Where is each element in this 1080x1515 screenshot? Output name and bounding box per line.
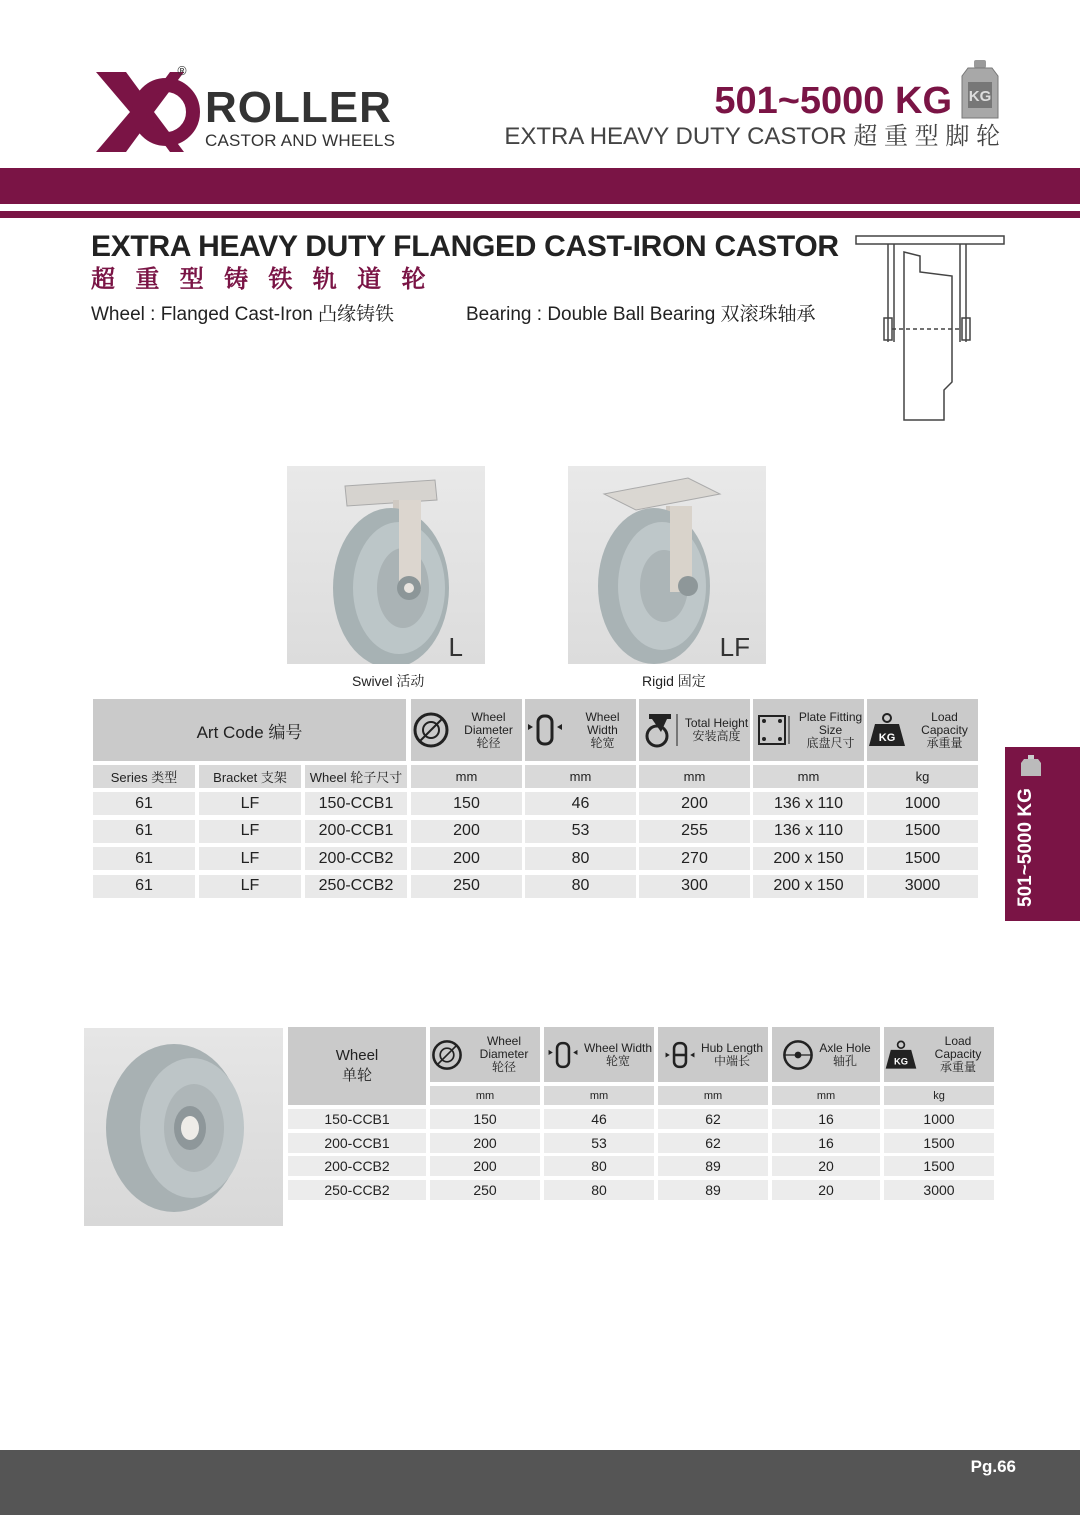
- table-cell: 200: [639, 792, 750, 815]
- table-cell: 20: [772, 1180, 880, 1200]
- table-cell: 200 x 150: [753, 875, 864, 898]
- table-cell: LF: [199, 875, 301, 898]
- side-tab: [1005, 747, 1080, 921]
- col-label-en: Load Capacity: [921, 709, 968, 737]
- svg-text:KG: KG: [893, 1055, 909, 1066]
- unit-cell: mm: [544, 1086, 654, 1105]
- table-cell: 1500: [867, 847, 978, 870]
- table-cell: 46: [544, 1109, 654, 1129]
- col-label-cn: 轮径: [491, 1060, 516, 1074]
- hub-length-icon: [663, 1038, 697, 1072]
- table-cell: 20: [772, 1156, 880, 1176]
- col-label-cn: 轮宽: [590, 735, 615, 750]
- product-title: EXTRA HEAVY DUTY FLANGED CAST-IRON CASTOR: [91, 230, 839, 263]
- col-label-en: Load Capacity: [934, 1034, 982, 1061]
- col-label-cn: 轮宽: [605, 1053, 630, 1068]
- table-cell: 61: [93, 820, 195, 843]
- unit-cell: mm: [639, 765, 750, 788]
- col-label-en: Plate Fitting Size: [798, 709, 863, 737]
- table-cell: 200-CCB1: [305, 820, 407, 843]
- table-cell: 200 x 150: [753, 847, 864, 870]
- table-cell: 62: [658, 1133, 768, 1153]
- plate-icon: [753, 710, 793, 750]
- sub-header-series: Series 类型: [93, 765, 195, 788]
- wheel-diameter-icon: [430, 1038, 464, 1072]
- table-cell: LF: [199, 820, 301, 843]
- svg-text:KG: KG: [878, 732, 896, 744]
- col-wheel-diameter: [411, 699, 522, 761]
- table-cell: 200: [430, 1133, 540, 1153]
- table-cell: 255: [639, 820, 750, 843]
- col-hub-length: [658, 1027, 768, 1082]
- col-load-capacity: [884, 1027, 994, 1082]
- unit-cell: mm: [411, 765, 522, 788]
- side-weight-icon: [1019, 755, 1043, 777]
- wheel-width-icon: [525, 710, 565, 750]
- swivel-castor-photo: [287, 466, 485, 664]
- table-cell: 1000: [867, 792, 978, 815]
- col-label-en: Wheel Width: [585, 709, 620, 737]
- wheel-header-en: Wheel: [335, 1047, 379, 1064]
- table-cell: 62: [658, 1109, 768, 1129]
- sub-header-bracket: Bracket 支架: [199, 765, 301, 788]
- col-label-cn: 安装高度: [692, 729, 741, 743]
- table-cell: 250: [430, 1180, 540, 1200]
- table-cell: 89: [658, 1156, 768, 1176]
- brand-tagline: CASTOR AND WHEELS: [205, 131, 396, 150]
- sub-header-wheel: Wheel 轮子尺寸: [305, 765, 407, 788]
- table-cell: 1000: [884, 1109, 994, 1129]
- col-axle-hole: [772, 1027, 880, 1082]
- col-load-capacity: [867, 699, 978, 761]
- swivel-castor-illustration: [287, 466, 485, 664]
- table-cell: 80: [525, 847, 636, 870]
- col-label-cn: 承重量: [926, 735, 963, 750]
- table-cell: 270: [639, 847, 750, 870]
- wheel-illustration: [84, 1028, 283, 1226]
- wheel-width-icon: [546, 1038, 580, 1072]
- wheel-spec: Wheel : Flanged Cast-Iron 凸缘铸铁: [91, 304, 395, 325]
- table-cell: 89: [658, 1180, 768, 1200]
- swivel-caption: Swivel 活动: [352, 673, 425, 689]
- side-tab-label: 501~5000 KG: [1015, 788, 1036, 907]
- table-cell: 250: [411, 875, 522, 898]
- table-cell: 46: [525, 792, 636, 815]
- registered-mark: ®: [176, 64, 188, 78]
- col-label-cn: 承重量: [939, 1060, 976, 1074]
- unit-cell: kg: [884, 1086, 994, 1105]
- axle-hole-icon: [781, 1038, 815, 1072]
- kg-weight-icon: [884, 1038, 918, 1072]
- table-cell: 136 x 110: [753, 792, 864, 815]
- page-number: Pg.66: [970, 1457, 1016, 1476]
- unit-cell: mm: [658, 1086, 768, 1105]
- art-code-header: Art Code 编号: [93, 699, 406, 761]
- table-cell: 250-CCB2: [288, 1180, 426, 1200]
- table-cell: 1500: [867, 820, 978, 843]
- unit-cell: mm: [430, 1086, 540, 1105]
- kg-weight-icon: [867, 710, 907, 750]
- header-band-thin: [0, 211, 1080, 218]
- table-cell: 136 x 110: [753, 820, 864, 843]
- table-cell: 16: [772, 1109, 880, 1129]
- wheel-diameter-icon: [411, 710, 451, 750]
- table-cell: 150-CCB1: [305, 792, 407, 815]
- header-band: [0, 168, 1080, 204]
- table-cell: LF: [199, 792, 301, 815]
- table-cell: 53: [544, 1133, 654, 1153]
- col-label-en: Wheel Width: [583, 1040, 653, 1055]
- col-label-en: Total Height: [684, 716, 749, 730]
- col-label-cn: 轴孔: [832, 1053, 857, 1068]
- wheel-photo: [84, 1028, 283, 1226]
- table-cell: 1500: [884, 1156, 994, 1176]
- table-cell: 200-CCB2: [305, 847, 407, 870]
- table-cell: 80: [525, 875, 636, 898]
- table-cell: 150: [430, 1109, 540, 1129]
- brand-name: ROLLER: [205, 83, 392, 132]
- col-wheel-diameter: [430, 1027, 540, 1082]
- roller-logo-mark: [92, 68, 202, 156]
- table-cell: LF: [199, 847, 301, 870]
- table-cell: 150-CCB1: [288, 1109, 426, 1129]
- bearing-spec: Bearing : Double Ball Bearing 双滚珠轴承: [466, 304, 816, 325]
- table-cell: 200: [411, 820, 522, 843]
- col-label-cn: 中端长: [713, 1053, 750, 1068]
- table-cell: 80: [544, 1156, 654, 1176]
- table-cell: 53: [525, 820, 636, 843]
- load-range-title: 501~5000 KG: [714, 80, 952, 122]
- col-label-en: Hub Length: [700, 1040, 764, 1055]
- wheel-header-cn: 单轮: [341, 1067, 372, 1084]
- table-cell: 16: [772, 1133, 880, 1153]
- unit-cell: mm: [525, 765, 636, 788]
- table-cell: 200: [430, 1156, 540, 1176]
- rigid-tag: LF: [719, 632, 750, 662]
- col-label-en: Wheel Diameter: [479, 1034, 529, 1061]
- col-label-en: Wheel Diameter: [464, 709, 513, 737]
- table-cell: 200-CCB1: [288, 1133, 426, 1153]
- col-total-height: [639, 699, 750, 761]
- rigid-caption: Rigid 固定: [642, 673, 706, 689]
- col-label-cn: 轮径: [476, 735, 501, 750]
- swivel-tag: L: [448, 632, 463, 662]
- unit-cell: mm: [772, 1086, 880, 1105]
- col-wheel-width: [525, 699, 636, 761]
- table-cell: 1500: [884, 1133, 994, 1153]
- unit-cell: mm: [753, 765, 864, 788]
- weight-icon: [958, 58, 1002, 122]
- table-cell: 61: [93, 847, 195, 870]
- castor-technical-drawing: [852, 232, 1008, 424]
- table-cell: 150: [411, 792, 522, 815]
- col-wheel-width: [544, 1027, 654, 1082]
- rigid-castor-illustration: [568, 466, 766, 664]
- col-plate-size: [753, 699, 864, 761]
- page-subtitle: EXTRA HEAVY DUTY CASTOR 超 重 型 脚 轮: [504, 123, 1000, 150]
- product-title-cn: 超 重 型 铸 铁 轨 道 轮: [91, 265, 432, 293]
- table-cell: 3000: [867, 875, 978, 898]
- table-cell: 300: [639, 875, 750, 898]
- weight-icon-label: KG: [968, 88, 992, 105]
- wheel-header: [288, 1027, 426, 1105]
- total-height-icon: [641, 710, 681, 750]
- table-cell: 200: [411, 847, 522, 870]
- footer-bar: [0, 1450, 1080, 1515]
- table-cell: 80: [544, 1180, 654, 1200]
- table-cell: 61: [93, 792, 195, 815]
- table-cell: 61: [93, 875, 195, 898]
- table-cell: 250-CCB2: [305, 875, 407, 898]
- table-cell: 3000: [884, 1180, 994, 1200]
- col-label-en: Axle Hole: [819, 1040, 871, 1055]
- rigid-castor-photo: [568, 466, 766, 664]
- unit-cell: kg: [867, 765, 978, 788]
- table-cell: 200-CCB2: [288, 1156, 426, 1176]
- col-label-cn: 底盘尺寸: [806, 735, 855, 750]
